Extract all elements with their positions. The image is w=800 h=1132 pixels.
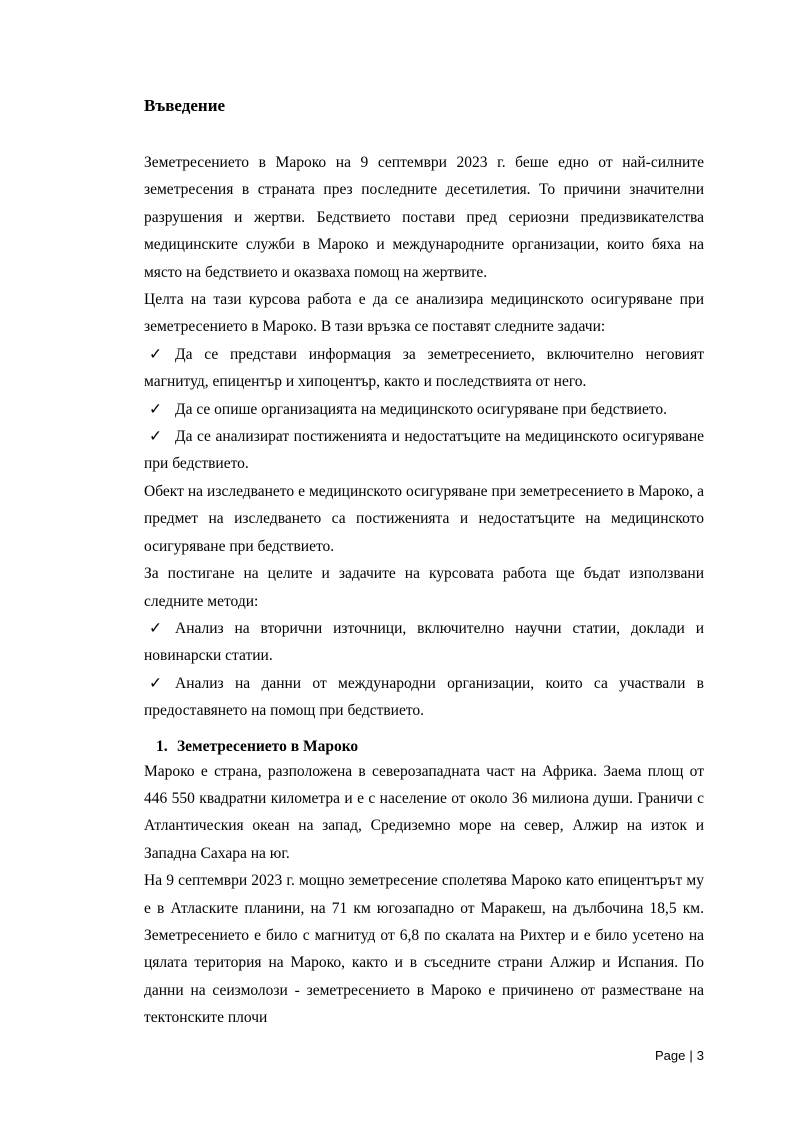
section-heading: [144, 725, 704, 758]
footer-page-number: 3: [696, 1048, 704, 1063]
method-item-2-text: Анализ на данни от международни организации, които са участвали в предоставянето на помощ при бедствието.: [144, 674, 704, 720]
task-item-2: [144, 396, 704, 423]
checkmark-icon: ✓: [149, 428, 162, 446]
section-paragraph-2-text: На 9 септември 2023 г. мощно земетресение сполетява Мароко като епицентърът му е в Атласките планини, на 71 км югозападно от Маракеш, на дълбочина 18,5 км. Земетресението е било с магнитуд от 6,8 по скалата на Рихтер и е било усетено на цялата територия на Мароко, както и в съседните страни Алжир и Испания. По данни на сеизмолози - земетресението в Мароко е причинено от разместване на тектонските плочи: [144, 872, 704, 1027]
method-item-2: [144, 670, 704, 725]
object-paragraph-text: Обект на изследването е медицинското осигуряване при земетресението в Мароко, а предмет на изследването са постиженията и недостатъците на медицинското осигуряване при бедствието.: [144, 482, 704, 555]
page-heading: Въведение: [144, 96, 226, 115]
checkmark-icon: ✓: [149, 674, 162, 692]
intro-paragraph-2: [144, 286, 704, 341]
task-item-2-text: Да се опише организацията на медицинското осигуряване при бедствието.: [175, 400, 668, 418]
section-paragraph-1: [144, 758, 704, 868]
intro-paragraph-2-text: Целта на тази курсова работа е да се анализира медицинското осигуряване при земетресението в Мароко. В тази връзка се поставят следните задачи:: [144, 291, 704, 336]
page-footer: [655, 1048, 704, 1063]
method-item-1-text: Анализ на вторични източници, включително научни статии, доклади и новинарски статии.: [144, 619, 704, 665]
checkmark-icon: ✓: [149, 345, 162, 363]
task-item-3: [144, 423, 704, 478]
footer-separator: |: [689, 1048, 693, 1063]
intro-paragraph-1-text: Земетресението в Мароко на 9 септември 2023 г. беше едно от най-силните земетресения в страната през последните десетилетия. То причини значителни разрушения и жертви. Бедствието постави пред сериозни предизвикателства медицинските служби в Мароко и международните организации, които бяха на място на бедствието и оказваха помощ на жертвите.: [144, 154, 704, 281]
task-item-1: [144, 341, 704, 396]
footer-page-label: Page: [655, 1048, 686, 1063]
object-paragraph: [144, 478, 704, 560]
document-body: [144, 149, 704, 1032]
methods-intro-text: За постигане на целите и задачите на курсовата работа ще бъдат използвани следните методи:: [144, 565, 704, 610]
task-item-1-text: Да се представи информация за земетресението, включително неговият магнитуд, епицентър и хипоцентър, както и последствията от него.: [144, 345, 704, 391]
section-paragraph-1-text: Мароко е страна, разположена в северозападната част на Африка. Заема площ от 446 550 квадратни километра и е с население от около 36 милиона души. Граничи с Атлантическия океан на запад, Средиземно море на север, Алжир на изток и Западна Сахара на юг.: [144, 762, 704, 862]
section-title: Земетресението в Мароко: [177, 737, 359, 755]
section-number: 1.: [156, 737, 168, 755]
methods-intro-paragraph: [144, 560, 704, 615]
method-item-1: [144, 615, 704, 670]
checkmark-icon: ✓: [149, 400, 162, 418]
section-paragraph-2: [144, 867, 704, 1031]
checkmark-icon: ✓: [149, 619, 162, 637]
task-item-3-text: Да се анализират постиженията и недостатъците на медицинското осигуряване при бедствието.: [144, 428, 704, 473]
intro-paragraph-1: [144, 149, 704, 286]
